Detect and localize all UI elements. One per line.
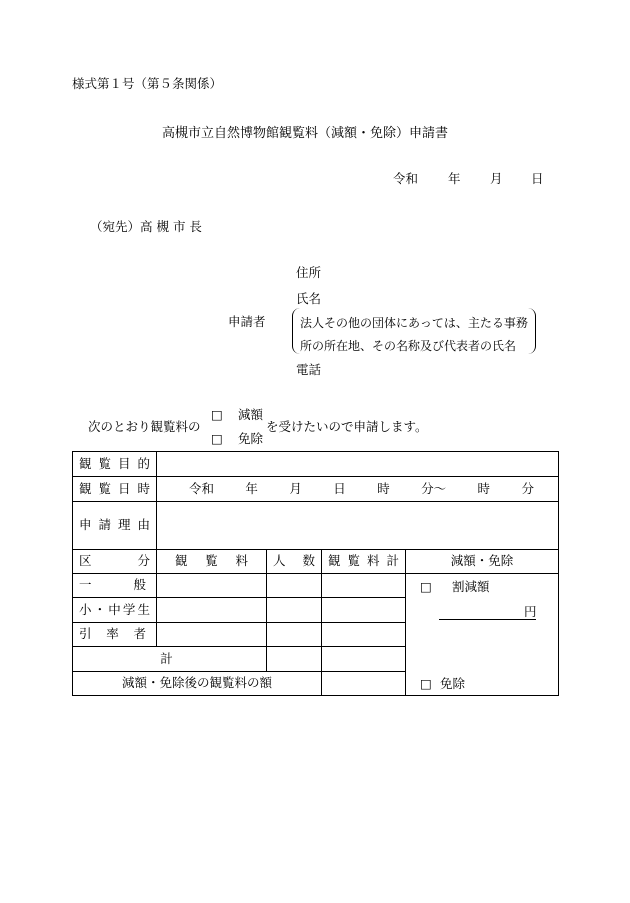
row-escort-label: 引率者 — [73, 622, 157, 646]
escort-count-field[interactable] — [267, 622, 322, 646]
addressee: （宛先）高 槻 市 長 — [90, 219, 202, 234]
general-total-field[interactable] — [322, 574, 406, 598]
exempt-table-checkbox[interactable]: □ — [420, 676, 432, 691]
header-count: 人数 — [267, 550, 322, 574]
request-suffix: を受けたいので申請します。 — [266, 419, 428, 434]
after-discount-field[interactable] — [322, 671, 406, 695]
header-fee: 観覧料 — [157, 550, 267, 574]
phone-label: 電話 — [296, 362, 322, 377]
purpose-field[interactable] — [157, 452, 559, 477]
datetime-era: 令和 — [189, 480, 215, 496]
form-title: 高槻市立自然博物館観覧料（減額・免除）申請書 — [162, 126, 449, 141]
datetime-month: 月 — [289, 480, 302, 496]
applicant-label: 申請者 — [228, 314, 266, 329]
datetime-row — [73, 477, 559, 502]
datetime-hour-start: 時 — [377, 480, 390, 496]
exempt-table-label: 免除 — [440, 676, 466, 691]
form-number: 様式第１号（第５条関係） — [72, 76, 223, 91]
header-fee-total: 観覧料計 — [322, 550, 406, 574]
purpose-row — [73, 452, 559, 477]
escort-total-field[interactable] — [322, 622, 406, 646]
header-discount: 減額・免除 — [406, 550, 559, 574]
after-discount-label: 減額・免除後の観覧料の額 — [73, 671, 322, 695]
datetime-minute-start: 分～ — [421, 480, 447, 496]
reduce-checkbox[interactable]: □ — [211, 407, 223, 422]
datetime-field[interactable] — [157, 477, 559, 502]
general-count-field[interactable] — [267, 574, 322, 598]
name-label: 氏名 — [296, 291, 322, 306]
discount-rate-checkbox[interactable]: □ — [420, 579, 432, 594]
row-student-label: 小・中学生 — [73, 598, 157, 622]
purpose-label: 観覧目的 — [73, 452, 157, 477]
escort-fee-field[interactable] — [157, 622, 267, 646]
application-table — [72, 451, 559, 696]
exempt-option-label: 免除 — [238, 431, 264, 446]
note-line-2: 所の所在地、その名称及び代表者の氏名 — [300, 339, 517, 353]
date-month: 月 — [490, 171, 503, 186]
datetime-year: 年 — [245, 480, 258, 496]
address-label: 住所 — [296, 265, 322, 280]
amount-underline[interactable] — [439, 619, 536, 620]
datetime-minute-end: 分 — [521, 480, 534, 496]
date-year: 年 — [448, 171, 461, 186]
table-row — [73, 574, 559, 598]
datetime-day: 日 — [333, 480, 346, 496]
date-era: 令和 — [393, 171, 419, 186]
header-row — [73, 550, 559, 574]
reason-label: 申請理由 — [73, 502, 157, 550]
date-day: 日 — [531, 171, 544, 186]
discount-rate-label: 割減額 — [452, 579, 490, 594]
total-fee-field[interactable] — [322, 647, 406, 671]
discount-cell — [406, 574, 559, 696]
total-count-field[interactable] — [267, 647, 322, 671]
student-fee-field[interactable] — [157, 598, 267, 622]
reason-row — [73, 502, 559, 550]
reduce-option-label: 減額 — [238, 407, 264, 422]
datetime-hour-end: 時 — [477, 480, 491, 496]
datetime-label: 観覧日時 — [73, 477, 157, 502]
student-total-field[interactable] — [322, 598, 406, 622]
header-category: 区分 — [73, 550, 157, 574]
exempt-checkbox[interactable]: □ — [211, 431, 223, 446]
row-general-label: 一般 — [73, 574, 157, 598]
total-label: 計 — [73, 647, 267, 671]
yen-label: 円 — [524, 604, 537, 619]
general-fee-field[interactable] — [157, 574, 267, 598]
request-prefix: 次のとおり観覧料の — [88, 419, 201, 434]
student-count-field[interactable] — [267, 598, 322, 622]
note-line-1: 法人その他の団体にあっては、主たる事務 — [300, 316, 528, 330]
reason-field[interactable] — [157, 502, 559, 550]
